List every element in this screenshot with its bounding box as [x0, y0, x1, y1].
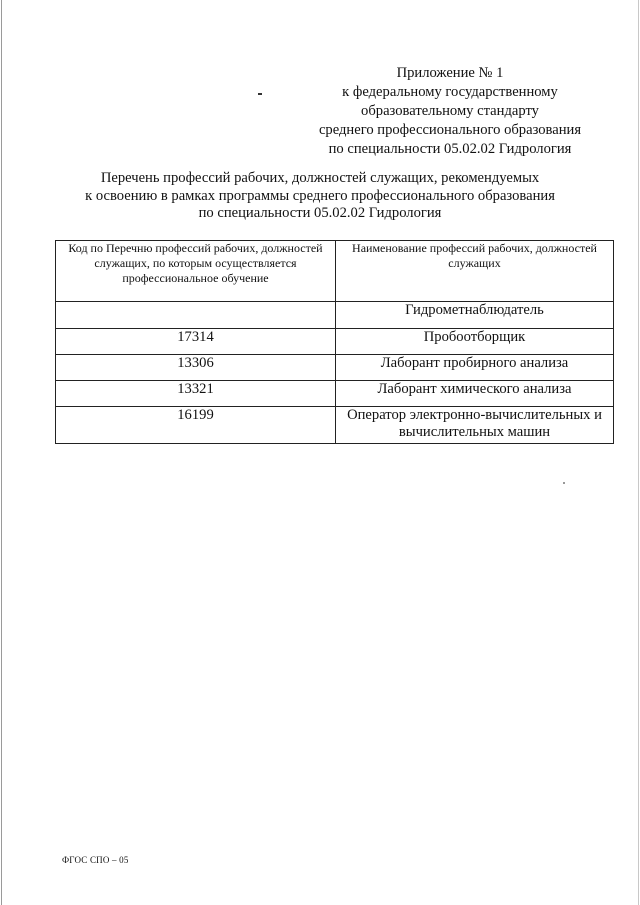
- scan-speck: [258, 93, 262, 95]
- scan-edge-right: [638, 0, 639, 905]
- appendix-line: Приложение № 1: [396, 65, 504, 81]
- row-code: 17314: [56, 329, 336, 355]
- row-name: Оператор электронно-вычислительных и вычислительных машин: [336, 407, 614, 444]
- appendix-block: [300, 64, 600, 159]
- header-name: Наименование профессий рабочих, должностей служащих: [336, 241, 614, 302]
- row-code: 16199: [56, 407, 336, 444]
- table-header-row: [56, 241, 614, 302]
- row-code: [56, 302, 336, 329]
- heading-line: к освоению в рамках программы среднего профессионального образования: [85, 187, 555, 204]
- row-name: Гидрометнаблюдатель: [336, 302, 614, 329]
- appendix-line: к федеральному государственному: [342, 84, 558, 100]
- row-name: Лаборант пробирного анализа: [336, 355, 614, 381]
- row-name: Лаборант химического анализа: [336, 381, 614, 407]
- scan-speck: [563, 482, 565, 484]
- row-name: Пробоотборщик: [336, 329, 614, 355]
- professions-table: [55, 240, 614, 444]
- row-code: 13306: [56, 355, 336, 381]
- footer-label: ФГОС СПО – 05: [62, 855, 129, 865]
- table-row: [56, 355, 614, 381]
- scan-edge-left: [1, 0, 2, 905]
- appendix-line: по специальности 05.02.02 Гидрология: [328, 141, 572, 157]
- appendix-line: образовательному стандарту: [361, 103, 539, 119]
- table-row: [56, 407, 614, 444]
- heading-line: Перечень профессий рабочих, должностей служащих, рекомендуемых: [100, 170, 540, 186]
- document-heading: [40, 170, 600, 223]
- table-row: [56, 381, 614, 407]
- header-code: Код по Перечню профессий рабочих, должностей служащих, по которым осуществляется профессиональное обучение: [56, 241, 336, 302]
- table-row: [56, 329, 614, 355]
- row-code: 13321: [56, 381, 336, 407]
- table-row: [56, 302, 614, 329]
- heading-line: по специальности 05.02.02 Гидрология: [198, 205, 442, 221]
- appendix-line: среднего профессионального образования: [318, 122, 582, 138]
